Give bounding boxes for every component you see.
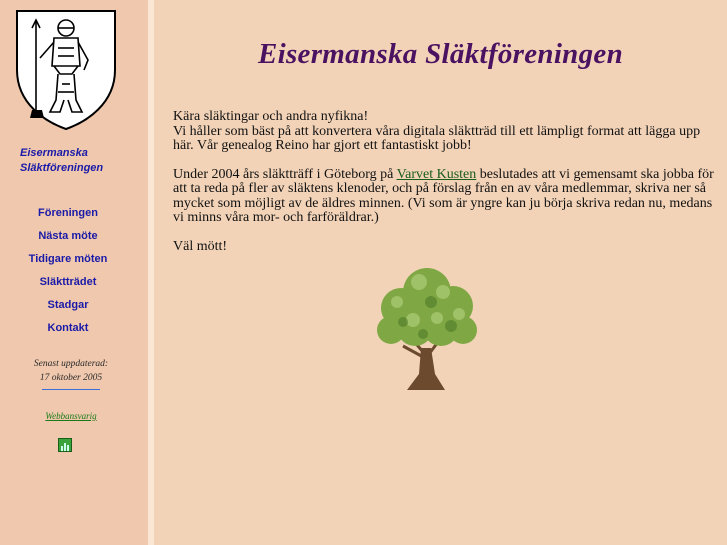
webmaster-link[interactable]: Webbansvarig [45, 411, 97, 421]
counter-icon[interactable] [58, 438, 72, 452]
nav-stadgar[interactable]: Stadgar [47, 299, 89, 311]
conversion-text: Vi håller som bäst på att konvertera våra digitala släktträd till ett lämpligt format att lägga upp här. Vår genealog Reino har gjort ett fantastiskt jobb! [173, 123, 701, 153]
nav-tidigare-moten[interactable]: Tidigare möten [28, 253, 108, 265]
tree-image [373, 262, 481, 394]
divider-line [42, 389, 100, 390]
content-text [173, 110, 719, 268]
coat-of-arms-logo [14, 8, 118, 132]
bar-chart-icon [59, 440, 71, 452]
paragraph-welcome [173, 110, 719, 154]
paragraph-reunion [173, 168, 719, 226]
paragraph-greeting: Väl mött! [173, 238, 228, 254]
sidebar [0, 0, 148, 545]
last-updated [18, 357, 124, 385]
updated-date: 17 oktober 2005 [39, 373, 103, 383]
nav-slakttradet[interactable]: Släktträdet [39, 276, 97, 288]
nav-foreningen[interactable]: Föreningen [38, 207, 98, 219]
updated-label: Senast uppdaterad: [33, 359, 109, 369]
page-title: Eisermanska Släktföreningen [257, 38, 624, 70]
main-content [154, 0, 727, 545]
reunion-text-after: beslutades att vi gemensamt ska jobba för att ta reda på fler av släktens klenoder, och på förslag från en av våra medlemmar, skriva ner så mycket som möjligt av de äldres minnen. (Vi som är yngre kan ju börja skriva redan nu, medans vi minns våra mor- och farföräldrar.) [173, 166, 714, 225]
reunion-text-before: Under 2004 års släktträff i Göteborg på [173, 166, 397, 182]
varvet-kusten-link[interactable]: Varvet Kusten [396, 166, 477, 182]
nav-kontakt[interactable]: Kontakt [47, 322, 89, 334]
nav-nasta-mote[interactable]: Nästa möte [38, 230, 98, 242]
welcome-line: Kära släktingar och andra nyfikna! [173, 109, 369, 124]
org-name-line2: Släktföreningen [20, 162, 104, 174]
main-navigation [0, 206, 136, 344]
organization-name [20, 146, 140, 176]
org-name-line1: Eisermanska [20, 147, 88, 159]
